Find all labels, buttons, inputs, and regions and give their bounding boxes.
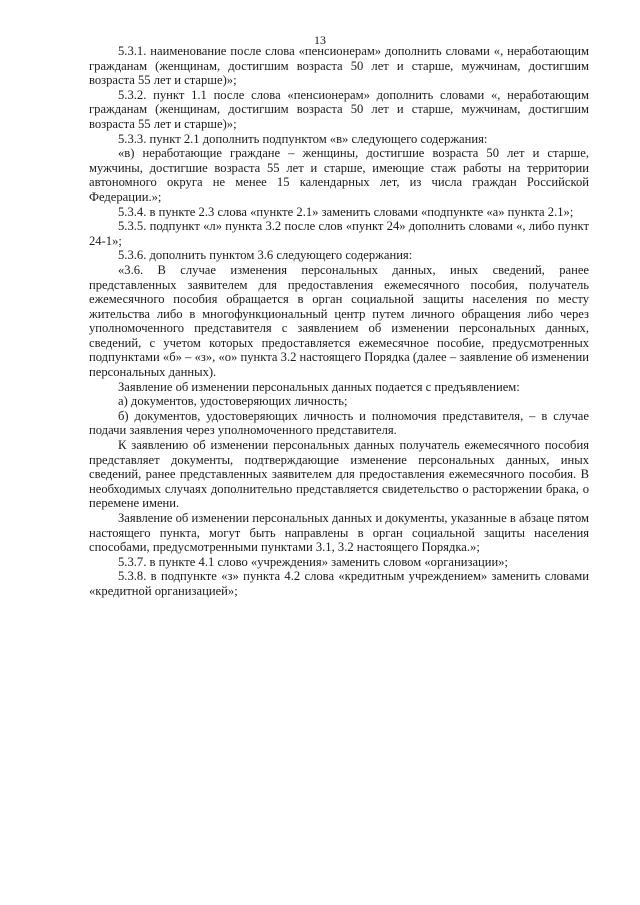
paragraph-5-3-6: 5.3.6. дополнить пунктом 3.6 следующего содержания:	[118, 248, 413, 263]
paragraph-5-3-4: 5.3.4. в пункте 2.3 слова «пункте 2.1» заменить словами «подпункте «а» пункта 2.1»;	[118, 204, 574, 219]
paragraph-item-b: б) документов, удостоверяющих личность и полномочия представителя, – в случае подачи заявления через уполномоченного представителя.	[89, 408, 589, 438]
paragraph-application-presentation: Заявление об изменении персональных данных подается с предъявлением:	[118, 379, 520, 394]
paragraph-5-3-1: 5.3.1. наименование после слова «пенсионерам» дополнить словами «, неработающим гражданам (женщинам, достигшим возраста 50 лет и старше, мужчинам, достигшим возраста 55 лет и старше)»;	[89, 44, 589, 88]
paragraph-supporting-documents: К заявлению об изменении персональных данных получатель ежемесячного пособия представляет документы, подтверждающие изменение персональных данных, иных сведений, ранее представленных заявителем для предоставления ежемесячного пособия. В необходимых случаях дополнительно представляется свидетельство о расторжении брака, о перемене имени.	[89, 438, 589, 511]
paragraph-5-3-3: 5.3.3. пункт 2.1 дополнить подпунктом «в» следующего содержания:	[118, 131, 488, 146]
paragraph-5-3-7: 5.3.7. в пункте 4.1 слово «учреждения» заменить словом «организации»;	[118, 554, 509, 569]
paragraph-submission-methods: Заявление об изменении персональных данных и документы, указанные в абзаце пятом настоящего пункта, могут быть направлены в орган социальной защиты населения способами, предусмотренными пунктами 3.1, 3.2 настоящего Порядка.»;	[89, 511, 589, 555]
paragraph-5-3-8: 5.3.8. в подпункте «з» пункта 4.2 слова «кредитным учреждением» заменить словами «кредитной организацией»;	[89, 569, 589, 598]
paragraph-5-3-5: 5.3.5. подпункт «л» пункта 3.2 после слов «пункт 24» дополнить словами «, либо пункт 24-1»;	[89, 219, 589, 248]
page-number: 13	[314, 33, 326, 47]
paragraph-3-6: «3.6. В случае изменения персональных данных, иных сведений, ранее представленных заявителем для предоставления ежемесячного пособия, получатель ежемесячного пособия обращается в орган социальной защиты населения по месту жительства либо в многофункциональный центр путем личного обращения либо через уполномоченного представителя с заявлением об изменении персональных данных, сведений, с учетом которых предоставляется ежемесячное пособие, предусмотренных подпунктами «б» – «з», «о» пункта 3.2 настоящего Порядка (далее – заявление об изменении персональных данных).	[89, 262, 589, 380]
document-body	[89, 44, 589, 599]
paragraph-item-a: а) документов, удостоверяющих личность;	[118, 394, 348, 409]
paragraph-subitem-v: «в) неработающие граждане – женщины, достигшие возраста 50 лет и старше, мужчины, достигшие возраста 55 лет и старше, имеющие стаж работы на территории автономного округа не менее 15 календарных лет, из числа граждан Российской Федерации.»;	[89, 146, 589, 204]
paragraph-5-3-2: 5.3.2. пункт 1.1 после слова «пенсионерам» дополнить словами «, неработающим гражданам (женщинам, достигшим возраста 50 лет и старше, мужчинам, достигшим возраста 55 лет и старше)»;	[89, 87, 589, 131]
